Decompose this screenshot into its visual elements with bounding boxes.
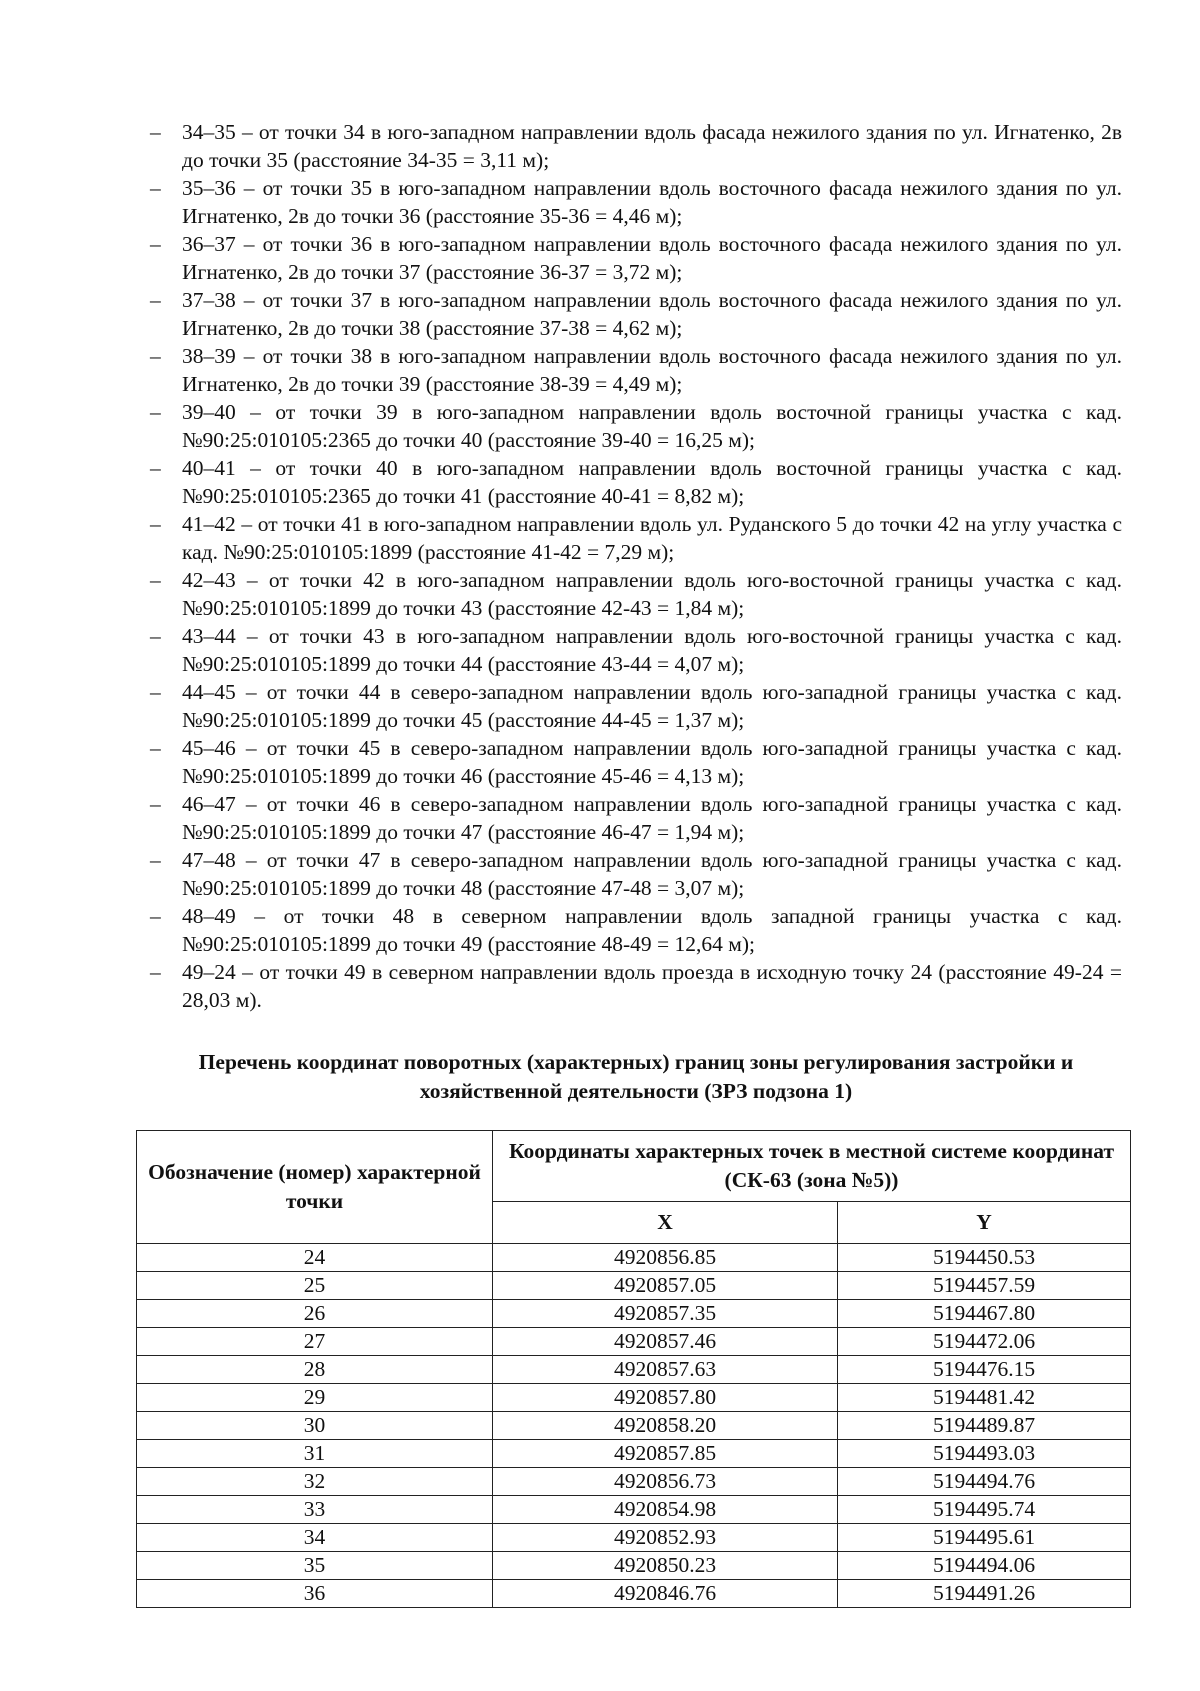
x-cell: 4920854.98 [493, 1496, 838, 1524]
segment-text: 42–43 – от точки 42 в юго-западном направлении вдоль юго-восточной границы участка с кад. №90:25:010105:1899 до точки 43 (расстояние 42-43 = 1,84 м); [182, 568, 1122, 620]
point-cell: 30 [137, 1412, 493, 1440]
segment-text: 38–39 – от точки 38 в юго-западном направлении вдоль восточного фасада нежилого здания по ул. Игнатенко, 2в до точки 39 (расстояние 38-39 = 4,49 м); [182, 344, 1122, 396]
x-cell: 4920857.05 [493, 1272, 838, 1300]
x-cell: 4920856.73 [493, 1468, 838, 1496]
x-cell: 4920857.35 [493, 1300, 838, 1328]
x-cell: 4920850.23 [493, 1552, 838, 1580]
bullet-dash: – [150, 400, 161, 424]
table-row [137, 1580, 1131, 1608]
y-cell: 5194472.06 [838, 1328, 1131, 1356]
segment-text: 49–24 – от точки 49 в северном направлении вдоль проезда в исходную точку 24 (расстояние 49-24 = 28,03 м). [182, 960, 1122, 1012]
x-cell: 4920857.85 [493, 1440, 838, 1468]
segment-item [150, 174, 1122, 230]
coords-column-header: Координаты характерных точек в местной системе координат (СК-63 (зона №5)) [493, 1131, 1131, 1202]
point-cell: 28 [137, 1356, 493, 1384]
bullet-dash: – [150, 792, 161, 816]
table-row [137, 1328, 1131, 1356]
table-row [137, 1496, 1131, 1524]
x-cell: 4920852.93 [493, 1524, 838, 1552]
table-title: Перечень координат поворотных (характерных) границ зоны регулирования застройки и хозяйственной деятельности (ЗРЗ подзона 1) [198, 1050, 1074, 1103]
y-cell: 5194491.26 [838, 1580, 1131, 1608]
point-cell: 34 [137, 1524, 493, 1552]
y-cell: 5194494.76 [838, 1468, 1131, 1496]
segment-item [150, 678, 1122, 734]
y-cell: 5194489.87 [838, 1412, 1131, 1440]
segment-item [150, 734, 1122, 790]
point-column-header: Обозначение (номер) характерной точки [137, 1131, 493, 1244]
segment-text: 48–49 – от точки 48 в северном направлении вдоль западной границы участка с кад. №90:25:010105:1899 до точки 49 (расстояние 48-49 = 12,64 м); [182, 904, 1122, 956]
point-cell: 24 [137, 1244, 493, 1272]
document-page [150, 118, 1122, 1608]
y-cell: 5194495.74 [838, 1496, 1131, 1524]
table-row [137, 1272, 1131, 1300]
table-row [137, 1468, 1131, 1496]
bullet-dash: – [150, 176, 161, 200]
table-row [137, 1524, 1131, 1552]
y-cell: 5194481.42 [838, 1384, 1131, 1412]
y-cell: 5194494.06 [838, 1552, 1131, 1580]
segment-text: 39–40 – от точки 39 в юго-западном направлении вдоль восточной границы участка с кад. №90:25:010105:2365 до точки 40 (расстояние 39-40 = 16,25 м); [182, 400, 1122, 452]
point-cell: 31 [137, 1440, 493, 1468]
bullet-dash: – [150, 904, 161, 928]
segment-item [150, 118, 1122, 174]
segment-item [150, 958, 1122, 1014]
y-cell: 5194493.03 [838, 1440, 1131, 1468]
point-cell: 35 [137, 1552, 493, 1580]
segment-text: 35–36 – от точки 35 в юго-западном направлении вдоль восточного фасада нежилого здания по ул. Игнатенко, 2в до точки 36 (расстояние 35-36 = 4,46 м); [182, 176, 1122, 228]
x-cell: 4920858.20 [493, 1412, 838, 1440]
segment-text: 46–47 – от точки 46 в северо-западном направлении вдоль юго-западной границы участка с кад. №90:25:010105:1899 до точки 47 (расстояние 46-47 = 1,94 м); [182, 792, 1122, 844]
y-cell: 5194476.15 [838, 1356, 1131, 1384]
segment-text: 47–48 – от точки 47 в северо-западном направлении вдоль юго-западной границы участка с кад. №90:25:010105:1899 до точки 48 (расстояние 47-48 = 3,07 м); [182, 848, 1122, 900]
table-row [137, 1300, 1131, 1328]
bullet-dash: – [150, 456, 161, 480]
bullet-dash: – [150, 232, 161, 256]
segment-text: 43–44 – от точки 43 в юго-западном направлении вдоль юго-восточной границы участка с кад. №90:25:010105:1899 до точки 44 (расстояние 43-44 = 4,07 м); [182, 624, 1122, 676]
x-cell: 4920856.85 [493, 1244, 838, 1272]
segment-item [150, 846, 1122, 902]
table-header-row [137, 1131, 1131, 1202]
table-row [137, 1384, 1131, 1412]
y-column-header: Y [838, 1202, 1131, 1244]
bullet-dash: – [150, 960, 161, 984]
segment-item [150, 902, 1122, 958]
table-row [137, 1412, 1131, 1440]
point-cell: 25 [137, 1272, 493, 1300]
y-cell: 5194450.53 [838, 1244, 1131, 1272]
y-cell: 5194457.59 [838, 1272, 1131, 1300]
segment-text: 40–41 – от точки 40 в юго-западном направлении вдоль восточной границы участка с кад. №90:25:010105:2365 до точки 41 (расстояние 40-41 = 8,82 м); [182, 456, 1122, 508]
x-column-header: X [493, 1202, 838, 1244]
bullet-dash: – [150, 344, 161, 368]
segment-item [150, 790, 1122, 846]
y-cell: 5194467.80 [838, 1300, 1131, 1328]
segment-item [150, 566, 1122, 622]
table-row [137, 1440, 1131, 1468]
segment-item [150, 398, 1122, 454]
bullet-dash: – [150, 680, 161, 704]
point-cell: 27 [137, 1328, 493, 1356]
bullet-dash: – [150, 848, 161, 872]
point-cell: 26 [137, 1300, 493, 1328]
y-cell: 5194495.61 [838, 1524, 1131, 1552]
x-cell: 4920857.63 [493, 1356, 838, 1384]
segment-item [150, 510, 1122, 566]
bullet-dash: – [150, 568, 161, 592]
coordinates-table [136, 1130, 1131, 1608]
segment-item [150, 454, 1122, 510]
bullet-dash: – [150, 624, 161, 648]
segment-text: 37–38 – от точки 37 в юго-западном направлении вдоль восточного фасада нежилого здания по ул. Игнатенко, 2в до точки 38 (расстояние 37-38 = 4,62 м); [182, 288, 1122, 340]
table-row [137, 1244, 1131, 1272]
bullet-dash: – [150, 288, 161, 312]
segment-item [150, 286, 1122, 342]
table-row [137, 1356, 1131, 1384]
x-cell: 4920857.46 [493, 1328, 838, 1356]
boundary-segment-list [150, 118, 1122, 1014]
segment-item [150, 342, 1122, 398]
x-cell: 4920846.76 [493, 1580, 838, 1608]
bullet-dash: – [150, 512, 161, 536]
segment-item [150, 230, 1122, 286]
bullet-dash: – [150, 120, 161, 144]
point-cell: 36 [137, 1580, 493, 1608]
segment-text: 36–37 – от точки 36 в юго-западном направлении вдоль восточного фасада нежилого здания по ул. Игнатенко, 2в до точки 37 (расстояние 36-37 = 3,72 м); [182, 232, 1122, 284]
point-cell: 33 [137, 1496, 493, 1524]
segment-text: 34–35 – от точки 34 в юго-западном направлении вдоль фасада нежилого здания по ул. Игнатенко, 2в до точки 35 (расстояние 34-35 = 3,11 м); [182, 120, 1122, 172]
point-cell: 29 [137, 1384, 493, 1412]
segment-text: 44–45 – от точки 44 в северо-западном направлении вдоль юго-западной границы участка с кад. №90:25:010105:1899 до точки 45 (расстояние 44-45 = 1,37 м); [182, 680, 1122, 732]
segment-text: 41–42 – от точки 41 в юго-западном направлении вдоль ул. Руданского 5 до точки 42 на углу участка с кад. №90:25:010105:1899 (расстояние 41-42 = 7,29 м); [182, 512, 1122, 564]
segment-text: 45–46 – от точки 45 в северо-западном направлении вдоль юго-западной границы участка с кад. №90:25:010105:1899 до точки 46 (расстояние 45-46 = 4,13 м); [182, 736, 1122, 788]
table-row [137, 1552, 1131, 1580]
segment-item [150, 622, 1122, 678]
x-cell: 4920857.80 [493, 1384, 838, 1412]
point-cell: 32 [137, 1468, 493, 1496]
bullet-dash: – [150, 736, 161, 760]
